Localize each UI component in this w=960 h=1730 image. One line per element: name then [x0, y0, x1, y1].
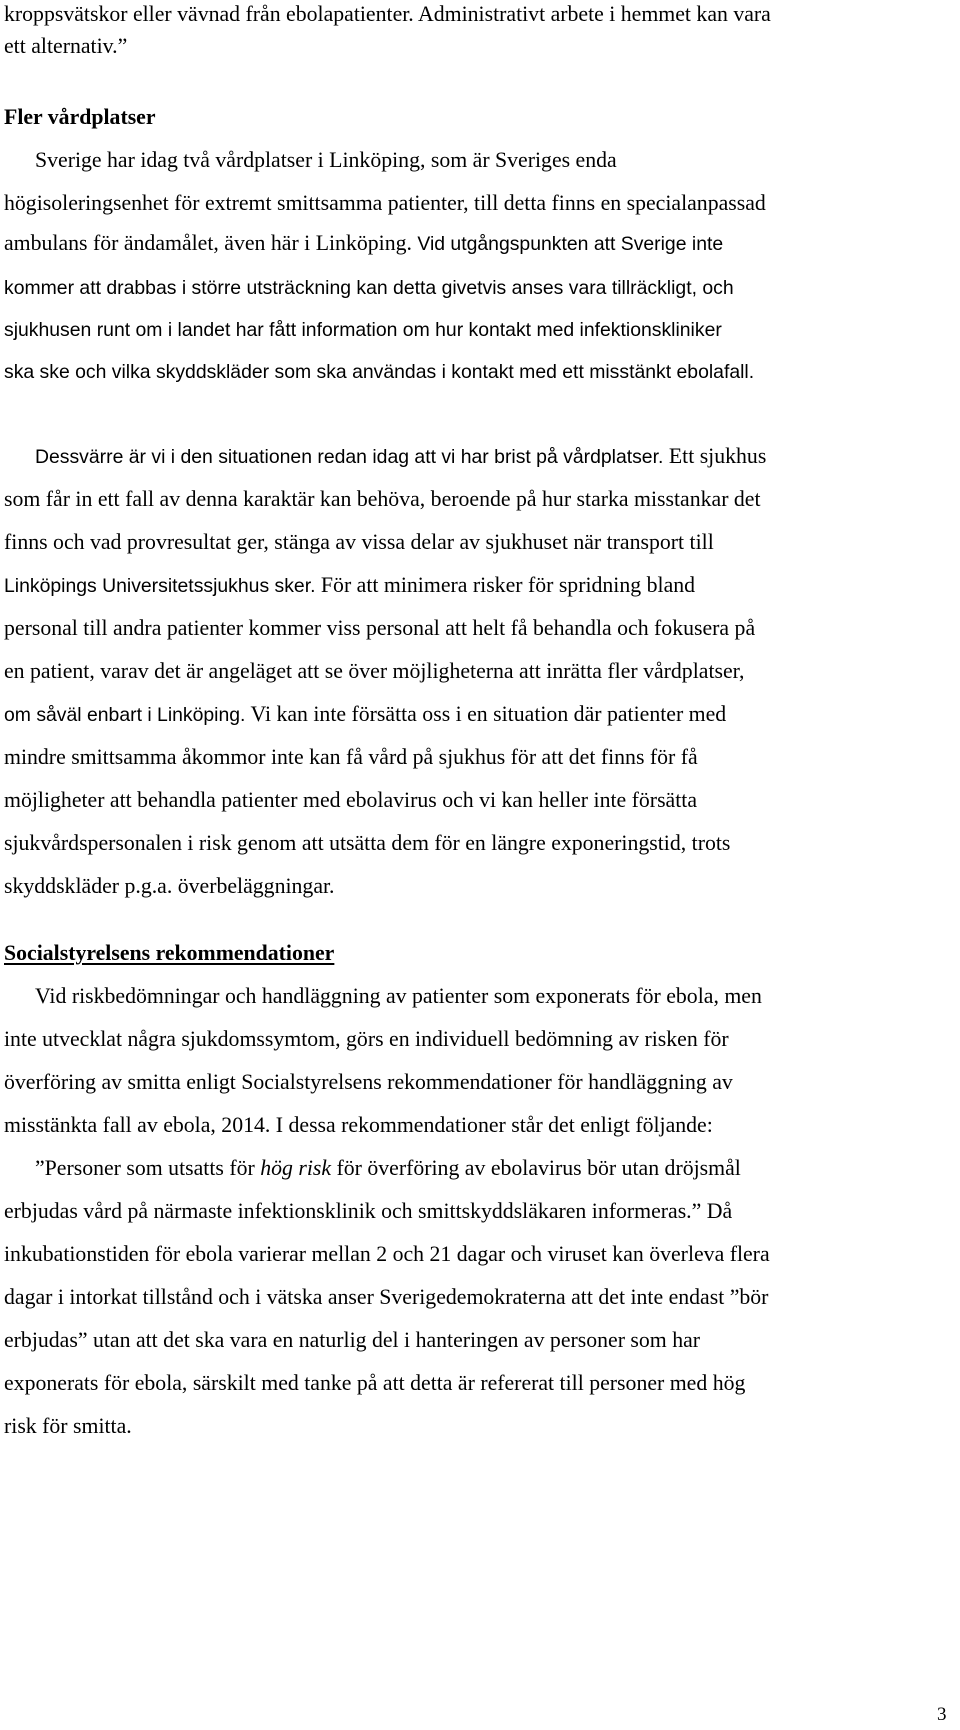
paragraph-line: en patient, varav det är angeläget att se över möjligheterna att inrätta fler vårdplatser, — [4, 659, 745, 683]
text-run-sans: om såväl enbart i Linköping. — [4, 704, 246, 726]
paragraph-line: personal till andra patienter kommer viss personal att helt få behandla och fokusera på — [4, 616, 756, 640]
text-run: ”Personer som utsatts för — [35, 1156, 261, 1180]
paragraph-line: risk för smitta. — [4, 1414, 132, 1438]
text-run: ambulans för ändamålet, även här i Linköping. — [4, 231, 412, 255]
text-run: För att minimera risker för spridning bland — [315, 573, 696, 597]
paragraph-line: Sverige har idag två vårdplatser i Linköping, som är Sveriges enda — [35, 148, 617, 172]
heading-fler-vardplatser: Fler vårdplatser — [4, 105, 156, 129]
paragraph-line: misstänkta fall av ebola, 2014. I dessa rekommendationer står det enligt följande: — [4, 1113, 713, 1137]
paragraph-line — [4, 700, 726, 728]
paragraph-line: som får in ett fall av denna karaktär kan behöva, beroende på hur starka misstankar det — [4, 487, 761, 511]
paragraph-line: erbjudas” utan att det ska vara en naturlig del i hanteringen av personer som har — [4, 1328, 701, 1352]
paragraph-line: sjukvårdspersonalen i risk genom att utsätta dem för en längre exponeringstid, trots — [4, 831, 731, 855]
quote-line — [4, 1154, 741, 1182]
paragraph-line: inkubationstiden för ebola varierar mellan 2 och 21 dagar och viruset kan överleva flera — [4, 1242, 770, 1266]
paragraph-line: Vid riskbedömningar och handläggning av patienter som exponerats för ebola, men — [35, 984, 762, 1008]
paragraph-line: dagar i intorkat tillstånd och i vätska anser Sverigedemokraterna att det inte endast ”bör — [4, 1285, 769, 1309]
paragraph-line: högisoleringsenhet för extremt smittsamma patienter, till detta finns en specialanpassad — [4, 191, 766, 215]
paragraph-line: kommer att drabbas i större utsträckning kan detta givetvis anses vara tillräckligt, och — [4, 277, 734, 299]
paragraph-line: skyddskläder p.g.a. överbeläggningar. — [4, 874, 335, 898]
text-run: för överföring av ebolavirus bör utan dröjsmål — [331, 1156, 741, 1180]
intro-line-2: ett alternativ.” — [4, 34, 128, 58]
paragraph-line — [4, 229, 723, 257]
paragraph-line: erbjudas vård på närmaste infektionsklinik och smittskyddsläkaren informeras.” Då — [4, 1199, 733, 1223]
paragraph-line: sjukhusen runt om i landet har fått information om hur kontakt med infektionskliniker — [4, 319, 722, 341]
paragraph-line: möjligheter att behandla patienter med ebolavirus och vi kan heller inte försätta — [4, 788, 698, 812]
text-run-sans: Dessvärre är vi i den situationen redan idag att vi har brist på vårdplatser. — [35, 446, 664, 468]
paragraph-line: överföring av smitta enligt Socialstyrelsens rekommendationer för handläggning av — [4, 1070, 733, 1094]
text-run-italic: hög risk — [260, 1156, 332, 1180]
text-run-sans: Vid utgångspunkten att Sverige inte — [411, 233, 724, 255]
text-run: Ett sjukhus — [663, 444, 767, 468]
paragraph-line — [4, 442, 766, 470]
heading-socialstyrelsens-rekommendationer: Socialstyrelsens rekommendationer — [4, 941, 335, 965]
text-run-sans: Linköpings Universitetssjukhus sker. — [4, 575, 316, 597]
paragraph-line: ska ske och vilka skyddskläder som ska användas i kontakt med ett misstänkt ebolafall. — [4, 361, 755, 383]
paragraph-line: inte utvecklat några sjukdomssymtom, görs en individuell bedömning av risken för — [4, 1027, 729, 1051]
intro-line-1: kroppsvätskor eller vävnad från ebolapatienter. Administrativt arbete i hemmet kan vara — [4, 2, 771, 26]
paragraph-line: exponerats för ebola, särskilt med tanke på att detta är refererat till personer med hög — [4, 1371, 746, 1395]
text-run: Vi kan inte försätta oss i en situation där patienter med — [245, 702, 727, 726]
paragraph-line: finns och vad provresultat ger, stänga av vissa delar av sjukhuset när transport till — [4, 530, 714, 554]
paragraph-line: mindre smittsamma åkommor inte kan få vård på sjukhus för att det finns för få — [4, 745, 698, 769]
page-number: 3 — [937, 1704, 947, 1725]
paragraph-line — [4, 571, 695, 599]
